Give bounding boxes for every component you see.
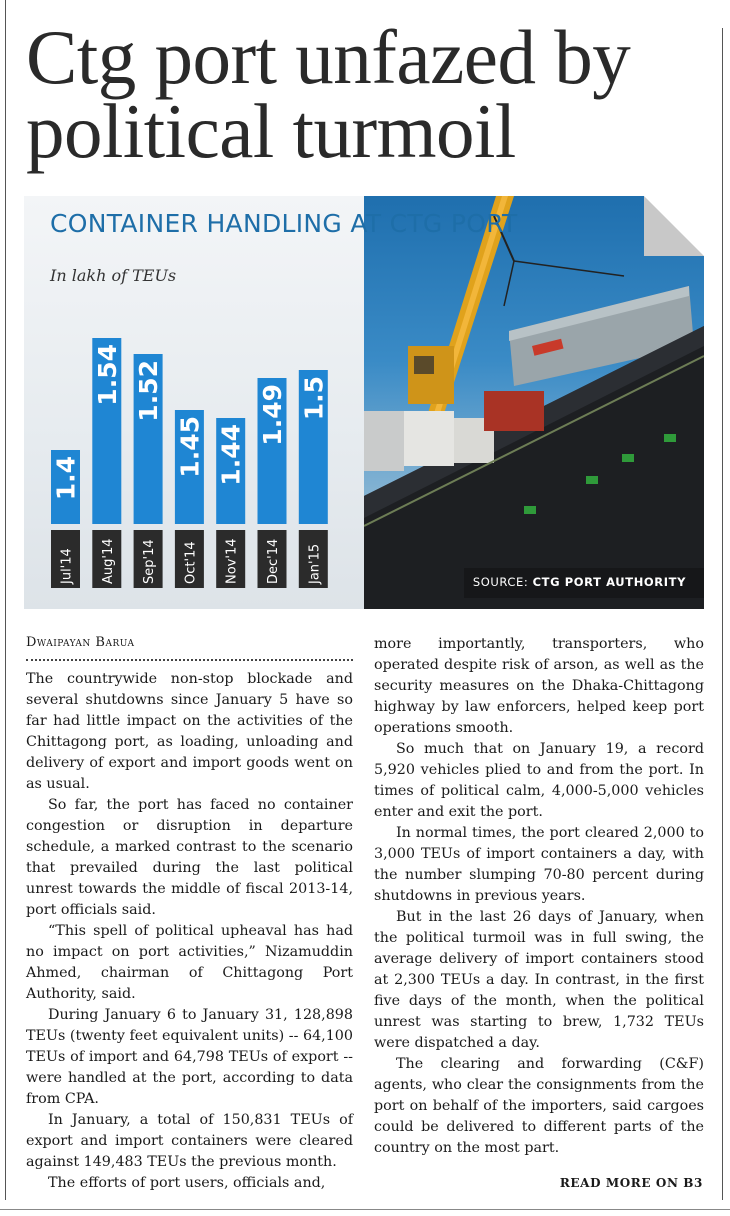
paragraph: In normal times, the port cleared 2,000 to 3,000 TEUs of import containers a day, with the number slumping 70-80 percent during shutdowns in previous years. xyxy=(374,825,704,904)
source-credit xyxy=(473,575,686,589)
paragraph: “This spell of political upheaval has had no impact on port activities,” Nizamuddin Ahmed, chairman of Chittagong Port Authority, said. xyxy=(26,923,353,1002)
article-column-left xyxy=(26,632,353,1194)
article-column-right xyxy=(374,634,704,1159)
category-label: Oct'14 xyxy=(183,541,199,584)
bar-chart xyxy=(24,196,364,609)
bar-value-label: 1.52 xyxy=(134,360,164,422)
bar-value-label: 1.44 xyxy=(216,424,246,486)
category-label: Nov'14 xyxy=(224,538,240,584)
category-label: Jan'15 xyxy=(307,543,323,584)
paragraph: In January, a total of 150,831 TEUs of export and import containers were cleared against 149,483 TEUs the previous month. xyxy=(26,1112,353,1170)
source-prefix: SOURCE: xyxy=(472,575,529,589)
category-label: Dec'14 xyxy=(266,538,281,584)
page-curl-corner xyxy=(644,196,704,256)
read-more-link[interactable]: READ MORE ON B3 xyxy=(559,1176,703,1190)
port-photo-illustration xyxy=(364,196,704,609)
bar-value-label: 1.4 xyxy=(51,456,81,501)
source-name: CTG PORT AUTHORITY xyxy=(532,575,686,589)
chart-title: CONTAINER HANDLING AT CTG PORT xyxy=(50,209,518,238)
category-label: Jul'14 xyxy=(59,548,75,584)
bar-value-label: 1.5 xyxy=(299,376,329,421)
bottom-rule xyxy=(0,1209,730,1210)
byline-dotted-rule xyxy=(26,659,353,661)
left-column-rule xyxy=(5,0,6,1200)
right-column-rule xyxy=(722,28,723,1200)
paragraph: more importantly, transporters, who operated despite risk of arson, as well as the security measures on the Dhaka-Chittagong highway by law enforcers, helped keep port operations smooth. xyxy=(374,636,704,736)
bar-value-label: 1.49 xyxy=(258,384,287,446)
byline: Dwaipayan Barua xyxy=(26,635,135,650)
headline: Ctg port unfazed by political turmoil xyxy=(26,14,631,174)
category-label: Sep'14 xyxy=(142,539,158,584)
paragraph: The efforts of port users, officials and, xyxy=(48,1175,326,1191)
infographic xyxy=(24,196,704,609)
bar-value-label: 1.45 xyxy=(175,416,205,478)
paragraph: During January 6 to January 31, 128,898 TEUs (twenty feet equivalent units) -- 64,100 TEUs of import and 64,798 TEUs of export -- were handled at the port, according to data from CPA. xyxy=(26,1007,353,1107)
paragraph: But in the last 26 days of January, when the political turmoil was in full swing, the average delivery of import containers stood at 2,300 TEUs a day. In contrast, in the first five days of the month, when the political unrest was starting to brew, 1,732 TEUs were dispatched a day. xyxy=(374,909,704,1051)
bar-value-label: 1.54 xyxy=(92,344,122,406)
chart-subtitle: In lakh of TEUs xyxy=(50,266,177,285)
category-label: Aug'14 xyxy=(100,538,116,584)
paragraph: So much that on January 19, a record 5,920 vehicles plied to and from the port. In times of political calm, 4,000-5,000 vehicles enter and exit the port. xyxy=(374,741,704,820)
paragraph: The clearing and forwarding (C&F) agents, who clear the consignments from the port on behalf of the importers, said cargoes could be delivered to different parts of the country on the most part. xyxy=(374,1056,704,1156)
paragraph: So far, the port has faced no container congestion or disruption in departure schedule, a marked contrast to the scenario that prevailed during the last political unrest towards the middle of fiscal 2013-14, port officials said. xyxy=(26,797,353,918)
port-crane-photo xyxy=(364,196,704,609)
paragraph: The countrywide non-stop blockade and several shutdowns since January 5 have so far had little impact on the activities of the Chittagong port, as loading, unloading and delivery of export and import goods went on as usual. xyxy=(26,671,353,792)
